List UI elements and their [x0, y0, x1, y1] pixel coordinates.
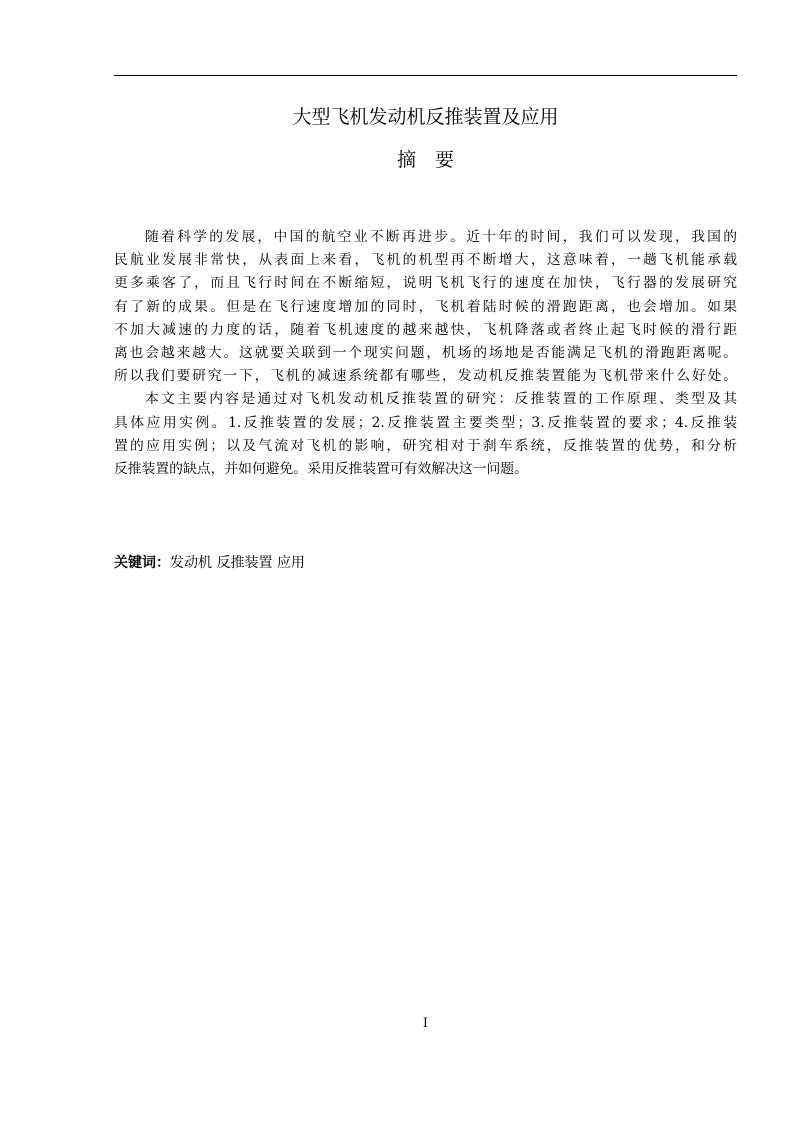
abstract-paragraph-1 [114, 226, 737, 388]
abstract-line: 反推装置的缺点，并如何避免。采用反推装置可有效解决这一问题。 [114, 460, 528, 477]
abstract-line: 不加大减速的力度的话，随着飞机速度的越来越快，飞机降落或者终止起飞时候的滑行距 [114, 321, 737, 338]
keywords-label: 关键词： [114, 555, 170, 571]
abstract-line: 置的应用实例；以及气流对飞机的影响，研究相对于刹车系统，反推装置的优势，和分析 [114, 437, 737, 454]
header-rule [114, 75, 737, 76]
abstract-line: 民航业发展非常快，从表面上来看，飞机的机型再不断增大，这意味着，一趟飞机能承载 [114, 252, 737, 269]
abstract-line: 更多乘客了，而且飞行时间在不断缩短，说明飞机飞行的速度在加快，飞行器的发展研究 [114, 275, 737, 292]
abstract-line: 具体应用实例。1.反推装置的发展；2.反推装置主要类型；3.反推装置的要求；4.反推装 [114, 414, 737, 431]
abstract-line: 离也会越来越大。这就要关联到一个现实问题，机场的场地是否能满足飞机的滑跑距离呢。 [114, 344, 737, 361]
page-number: I [422, 1016, 429, 1031]
keywords-text: 发动机 反推装置 应用 [170, 555, 305, 571]
keywords [114, 552, 305, 575]
abstract-paragraph-2 [114, 388, 737, 481]
abstract-line: 有了新的成果。但是在飞行速度增加的同时，飞机着陆时候的滑跑距离，也会增加。如果 [114, 298, 737, 315]
abstract-line: 本文主要内容是通过对飞机发动机反推装置的研究：反推装置的工作原理、类型及其 [145, 391, 737, 408]
abstract-line: 所以我们要研究一下，飞机的减速系统都有哪些，发动机反推装置能为飞机带来什么好处。 [114, 368, 737, 385]
abstract-line: 随着科学的发展，中国的航空业不断再进步。近十年的时间，我们可以发现，我国的 [145, 229, 737, 245]
abstract-heading: 摘 要 [396, 149, 454, 171]
document-title: 大型飞机发动机反推装置及应用 [292, 106, 559, 128]
abstract-body [114, 226, 737, 481]
